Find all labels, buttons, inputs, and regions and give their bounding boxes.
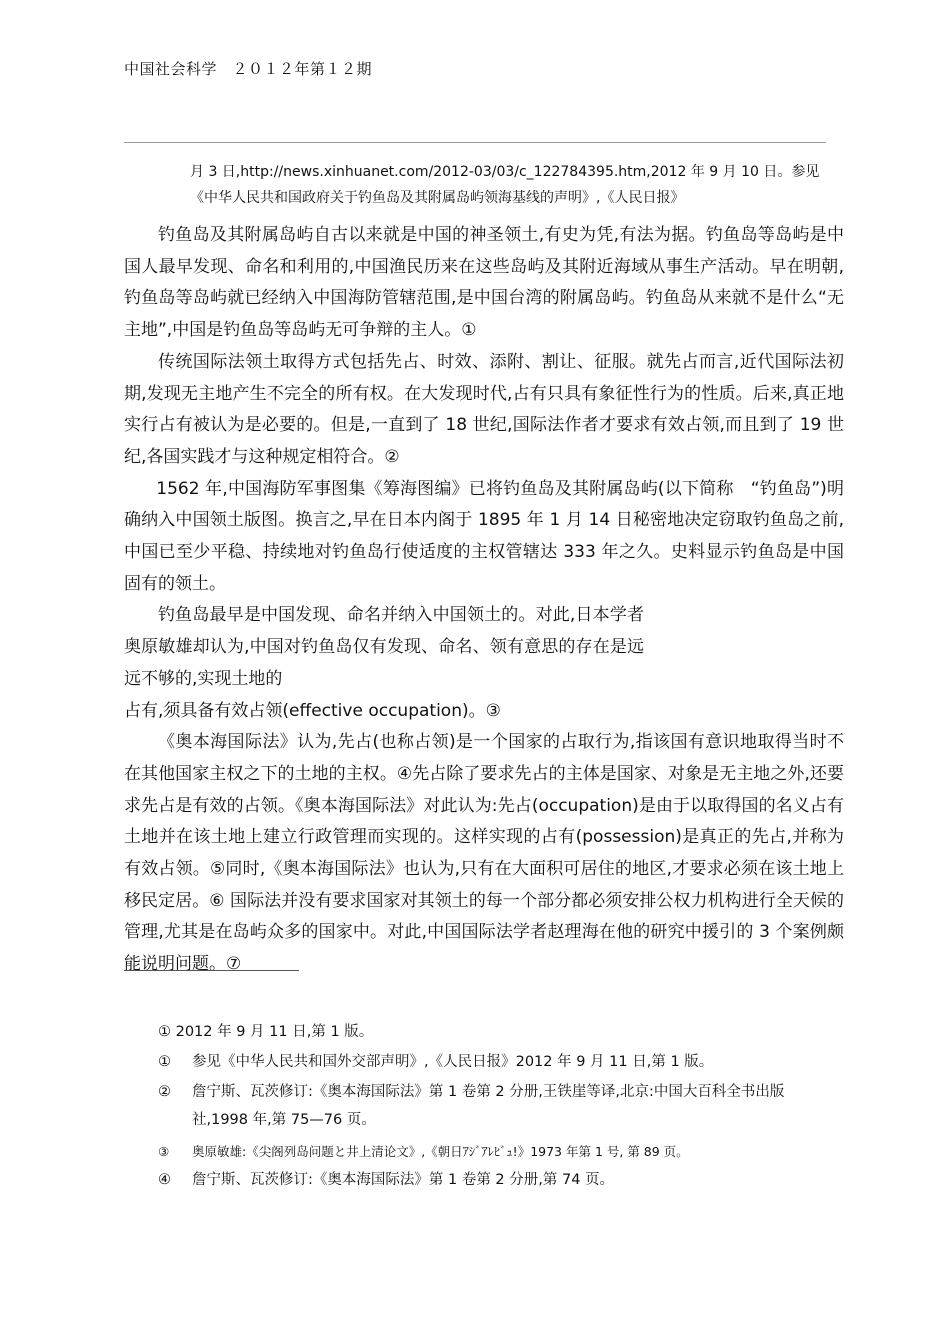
footnote-text: 奥原敏雄:《尖阁列岛问题と井上清论文》,《朝日ｱｼﾞｱﾚﾋﾞｭ!》1973 年第 1 号, 第 89 页。 — [192, 1144, 689, 1159]
footnote-4 — [158, 1166, 812, 1194]
journal-header: 中国社会科学 ２０１２年第１２期 — [124, 60, 373, 78]
footnote-3 — [158, 1138, 812, 1166]
footnote-text: 参见《中华人民共和国外交部声明》,《人民日报》2012 年 9 月 11 日,第 1 版。 — [192, 1054, 714, 1070]
footnote-mark: ① — [158, 1054, 171, 1070]
paragraph-2: 传统国际法领土取得方式包括先占、时效、添附、割让、征服。就先占而言,近代国际法初期,发现无主地产生不完全的所有权。在大发现时代,占有只具有象征性行为的性质。后来,真正地实行占有被认为是必要的。但是,一直到了 18 世纪,国际法作者才要求有效占领,而且到了 19 世纪,各国实践才与这种规定相符合。② — [124, 351, 844, 467]
footnote-rule — [124, 970, 299, 971]
footnote-mark: ③ — [158, 1144, 170, 1159]
footnote-mark: ② — [158, 1084, 171, 1100]
paragraph-5: 《奥本海国际法》认为,先占(也称占领)是一个国家的占取行为,指该国有意识地取得当时不在其他国家主权之下的土地的主权。④先占除了要求先占的主体是国家、对象是无主地之外,还要求先占是有效的占领。《奥本海国际法》对此认为:先占(occupation)是由于以取得国的名义占有土地并在该土地上建立行政管理而实现的。这样实现的占有(possession)是真正的先占,并称为有效占领。⑤同时,《奥本海国际法》也认为,只有在大面积可居住的地区,才要求必须在该土地上移民定居。⑥ 国际法并没有要求国家对其领土的每一个部分都必须安排公权力机构进行全天候的管理,尤其是在岛屿众多的国家中。对此,中国国际法学者赵理海在他的研究中援引的 3 个案例颇能说明问题。⑦ — [124, 732, 844, 975]
main-body — [124, 220, 844, 981]
paragraph-4: 钓鱼岛最早是中国发现、命名并纳入中国领土的。对此,日本学者奥原敏雄却认为,中国对钓鱼岛仅有发现、命名、领有意思的存在是远远不够的,实现土地的 — [124, 605, 644, 689]
footnote-text: 詹宁斯、瓦茨修订:《奥本海国际法》第 1 卷第 2 分册,第 74 页。 — [192, 1172, 615, 1188]
footnote-mark: ④ — [158, 1172, 171, 1188]
header-rule — [124, 142, 826, 143]
footnote-text: 詹宁斯、瓦茨修订:《奥本海国际法》第 1 卷第 2 分册,王铁崖等译,北京:中国大百科全书出版社,1998 年,第 75—76 页。 — [192, 1084, 785, 1128]
footnote-2 — [158, 1078, 812, 1134]
paragraph-3: 1562 年,中国海防军事图集《筹海图编》已将钓鱼岛及其附属岛屿(以下简称 “钓鱼岛”)明确纳入中国领土版图。换言之,早在日本内阁于 1895 年 1 月 14 日秘密地决定窃取钓鱼岛之前,中国已至少平稳、持续地对钓鱼岛行使适度的主权管辖达 333 年之久。史料显示钓鱼岛是中国固有的领土。 — [124, 478, 844, 594]
paragraph-4-continuation: 占有,须具备有效占领(effective occupation)。③ — [124, 700, 501, 721]
carryover-note-line-1: 月 3 日,http://news.xinhuanet.com/2012-03/03/c_122784395.htm,2012 年 9 月 10 日。参见 — [190, 164, 820, 180]
footnote-text: ① 2012 年 9 月 11 日,第 1 版。 — [158, 1024, 374, 1040]
paragraph-1: 钓鱼岛及其附属岛屿自古以来就是中国的神圣领土,有史为凭,有法为据。钓鱼岛等岛屿是中国人最早发现、命名和利用的,中国渔民历来在这些岛屿及其附近海域从事生产活动。早在明朝,钓鱼岛等岛屿就已经纳入中国海防管辖范围,是中国台湾的附属岛屿。钓鱼岛从来就不是什么“无主地”,中国是钓鱼岛等岛屿无可争辩的主人。① — [124, 225, 844, 341]
footnote-1 — [158, 1048, 812, 1076]
footnote-continued — [158, 1018, 373, 1046]
carryover-note-line-2: 《中华人民共和国政府关于钓鱼岛及其附属岛屿领海基线的声明》,《人民日报》 — [190, 190, 685, 206]
